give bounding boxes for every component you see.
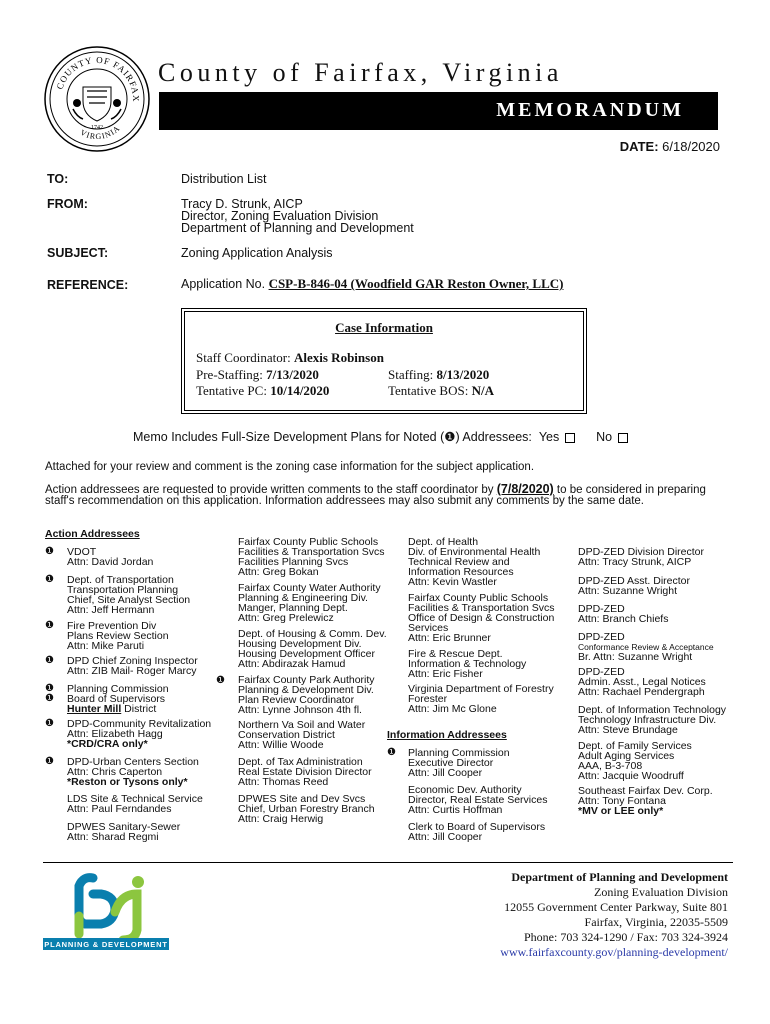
footer-phone: Phone: 703 324-1290 / Fax: 703 324-3924 xyxy=(524,930,728,944)
date-label: DATE: xyxy=(619,139,659,154)
staff-coordinator: Staff Coordinator: Alexis Robinson xyxy=(196,350,384,365)
addressee-housing: Dept. of Housing & Comm. Dev. Housing Development Div. Housing Development Officer Attn: Abdirazak Hamud xyxy=(238,628,387,670)
information-addressees-heading: Information Addressees xyxy=(387,729,507,741)
action-bullet-icon: ❶ xyxy=(45,620,54,631)
intro-paragraph: Attached for your review and comment is the zoning case information for the subject application. xyxy=(45,461,535,473)
reference-prefix: Application No. xyxy=(181,277,266,291)
addressee-clerk: Clerk to Board of Supervisors Attn: Jill Cooper xyxy=(408,821,546,843)
action-bullet-icon: ❶ xyxy=(45,683,54,694)
addressee-pc-executive: Planning Commission Executive Director Attn: Jill Cooper xyxy=(408,747,510,779)
to-label: TO: xyxy=(47,172,69,186)
addressee-zed-conformance: DPD-ZED Conformance Review & Acceptance Br. Attn: Suzanne Wright xyxy=(578,631,714,663)
addressee-tax-admin: Dept. of Tax Administration Real Estate Division Director Attn: Thomas Reed xyxy=(238,756,372,788)
footer-department: Department of Planning and Development xyxy=(511,870,728,884)
no-checkbox[interactable] xyxy=(618,433,628,443)
addressee-urban-forestry: DPWES Site and Dev Svcs Chief, Urban Forestry Branch Attn: Craig Herwig xyxy=(238,793,375,825)
addressee-zoning-inspector: DPD Chief Zoning Inspector Attn: ZIB Mail- Roger Marcy xyxy=(67,655,198,677)
addressee-lds: LDS Site & Technical Service Attn: Paul Ferndandes xyxy=(67,793,203,815)
yes-checkbox[interactable] xyxy=(565,433,575,443)
date-value: 6/18/2020 xyxy=(662,139,720,154)
date-line xyxy=(620,139,720,154)
footer-city: Fairfax, Virginia, 22035-5509 xyxy=(584,915,728,929)
footer-address: 12055 Government Center Parkway, Suite 801 xyxy=(504,900,728,914)
reference-line xyxy=(181,278,563,290)
addressee-fcps-facilities: Fairfax County Public Schools Facilities & Transportation Svcs Facilities Planning Svcs Attn: Greg Bokan xyxy=(238,536,385,578)
request-paragraph-line-2: staff's recommendation on this application. Information addressees may also submit any comments by the same date. xyxy=(45,495,645,507)
subject-label: SUBJECT: xyxy=(47,246,109,260)
addressee-urban-centers: DPD-Urban Centers Section Attn: Chris Caperton *Reston or Tysons only* xyxy=(67,756,199,788)
addressee-health: Dept. of Health Div. of Environmental Health Technical Review and Information Resources Attn: Kevin Wastler xyxy=(408,536,541,588)
footer-divider xyxy=(43,862,733,863)
staffing: Staffing: 8/13/2020 xyxy=(388,367,490,382)
information-bullet-icon: ❶ xyxy=(387,747,396,758)
action-bullet-icon: ❶ xyxy=(45,574,54,585)
svg-text:1742: 1742 xyxy=(91,125,103,131)
from-label: FROM: xyxy=(47,197,88,211)
addressee-southeast-fairfax: Southeast Fairfax Dev. Corp. Attn: Tony Fontana *MV or LEE only* xyxy=(578,785,713,817)
county-title: County of Fairfax, Virginia xyxy=(158,58,563,87)
planning-development-logo xyxy=(43,872,171,952)
numbered-marker-icon: ❶ xyxy=(444,430,456,444)
footer-website-link[interactable]: www.fairfaxcounty.gov/planning-development/ xyxy=(500,945,728,959)
svg-text:COUNTY OF FAIRFAX: COUNTY OF FAIRFAX xyxy=(54,54,142,103)
from-line-1: Tracy D. Strunk, AICP xyxy=(181,197,303,211)
reference-value: CSP-B-846-04 (Woodfield GAR Reston Owner, LLC) xyxy=(268,276,564,291)
addressee-park-authority: Fairfax County Park Authority Planning & Development Div. Plan Review Coordinator Attn: Lynne Johnson 4th fl. xyxy=(238,674,375,716)
addressee-vdot: VDOT Attn: David Jordan xyxy=(67,546,154,568)
subject-value: Zoning Application Analysis xyxy=(181,246,333,260)
case-information-title: Case Information xyxy=(335,320,433,335)
tentative-pc: Tentative PC: 10/14/2020 xyxy=(196,383,330,398)
request-paragraph-line-1: Action addressees are requested to provide written comments to the staff coordinator by (7/8/2020) to be considered in preparing xyxy=(45,482,706,496)
svg-text:PLANNING & DEVELOPMENT: PLANNING & DEVELOPMENT xyxy=(44,940,168,949)
action-bullet-icon: ❶ xyxy=(45,756,54,767)
addressee-sanitary-sewer: DPWES Sanitary-Sewer Attn: Sharad Regmi xyxy=(67,821,181,843)
action-bullet-icon: ❶ xyxy=(216,675,225,686)
addressee-zed-director: DPD-ZED Division Director Attn: Tracy Strunk, AICP xyxy=(578,546,705,568)
to-value: Distribution List xyxy=(181,172,267,186)
addressee-forestry: Virginia Department of Forestry Forester Attn: Jim Mc Glone xyxy=(408,683,554,715)
action-bullet-icon: ❶ xyxy=(45,718,54,729)
pre-staffing: Pre-Staffing: 7/13/2020 xyxy=(196,367,319,382)
comment-due-date: (7/8/2020) xyxy=(496,482,554,496)
action-bullet-icon: ❶ xyxy=(45,546,54,557)
addressee-soil-water: Northern Va Soil and Water Conservation District Attn: Willie Woode xyxy=(238,719,366,751)
addressee-dot: Dept. of Transportation Transportation Planning Chief, Site Analyst Section Attn: Jeff Hermann xyxy=(67,574,191,616)
svg-text:VIRGINIA: VIRGINIA xyxy=(78,123,122,142)
case-information-box xyxy=(181,308,587,414)
addressee-water-authority: Fairfax County Water Authority Planning & Engineering Div. Manger, Planning Dept. Attn: Greg Prelewicz xyxy=(238,582,381,624)
addressee-zed-asst: DPD-ZED Asst. Director Attn: Suzanne Wright xyxy=(578,575,691,597)
addressee-fcps-design: Fairfax County Public Schools Facilities & Transportation Svcs Office of Design & Construction Services Attn: Eric Brunner xyxy=(408,592,555,644)
action-addressees-heading: Action Addressees xyxy=(45,528,140,540)
tentative-bos: Tentative BOS: N/A xyxy=(388,383,494,398)
addressee-fire-prevention: Fire Prevention Div Plans Review Section Attn: Mike Paruti xyxy=(67,620,169,652)
addressee-fire-rescue: Fire & Rescue Dept. Information & Technology Attn: Eric Fisher xyxy=(408,648,527,680)
memorandum-label: MEMORANDUM xyxy=(496,99,684,121)
memorandum-banner xyxy=(159,92,718,130)
memo-includes-line: Memo Includes Full-Size Development Plans for Noted (❶) Addressees: Yes No xyxy=(133,429,628,444)
addressee-eda: Economic Dev. Authority Director, Real Estate Services Attn: Curtis Hoffman xyxy=(408,784,548,816)
addressee-revitalization: DPD-Community Revitalization Attn: Elizabeth Hagg *CRD/CRA only* xyxy=(67,718,212,750)
addressee-zed-admin: DPD-ZED Admin. Asst., Legal Notices Attn: Rachael Pendergraph xyxy=(578,666,706,698)
addressee-it: Dept. of Information Technology Technology Infrastructure Div. Attn: Steve Brundage xyxy=(578,704,727,736)
from-line-2: Director, Zoning Evaluation Division xyxy=(181,209,379,223)
addressee-planning-commission: Planning Commission Board of Supervisors Hunter Mill District xyxy=(67,683,169,715)
addressee-family-services: Dept. of Family Services Adult Aging Services AAA, B-3-708 Attn: Jacquie Woodruff xyxy=(578,740,692,782)
from-line-3: Department of Planning and Development xyxy=(181,221,414,235)
reference-label: REFERENCE: xyxy=(47,278,129,292)
county-seal xyxy=(43,45,151,153)
addressee-zed-branch: DPD-ZED Attn: Branch Chiefs xyxy=(578,603,669,625)
footer-division: Zoning Evaluation Division xyxy=(594,885,728,899)
action-bullet-icon: ❶ xyxy=(45,693,54,704)
action-bullet-icon: ❶ xyxy=(45,655,54,666)
